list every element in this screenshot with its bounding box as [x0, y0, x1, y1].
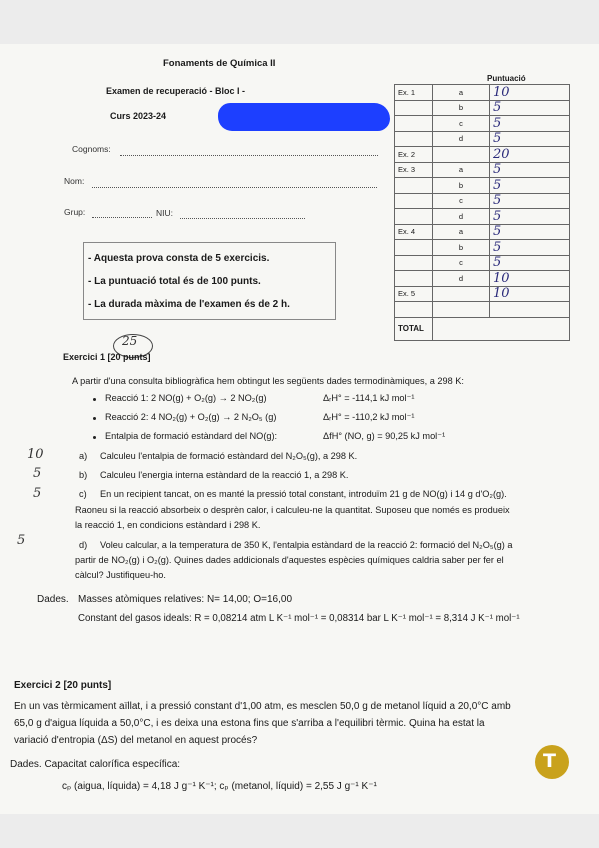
logo-letter: T — [543, 750, 556, 772]
score-cell-ex — [395, 302, 433, 318]
score-cell-sub — [433, 286, 490, 302]
score-row — [395, 147, 570, 163]
total-value[interactable] — [433, 317, 570, 340]
no-formation-label: Entalpia de formació estàndard del NO(g): — [105, 431, 278, 441]
score-cell-sub: b — [433, 100, 490, 116]
score-cell-pts[interactable]: 5 — [490, 100, 570, 116]
score-cell-sub: a — [433, 224, 490, 240]
score-cell-pts[interactable]: 5 — [490, 255, 570, 271]
score-cell-sub: d — [433, 271, 490, 287]
score-cell-sub: a — [433, 85, 490, 101]
surname-label: Cognoms: — [72, 144, 111, 154]
score-row — [395, 100, 570, 116]
score-cell-pts[interactable]: 5 — [490, 162, 570, 178]
q1d-line3: càlcul? Justifiqueu-ho. — [75, 570, 166, 580]
score-cell-ex — [395, 255, 433, 271]
gas-constant: Constant del gasos ideals: R = 0,08214 atm L K⁻¹ mol⁻¹ = 0,08314 bar L K⁻¹ mol⁻¹ = 8,314 J K⁻¹ mol⁻¹ — [78, 613, 520, 624]
score-row — [395, 131, 570, 147]
score-cell-sub — [433, 302, 490, 318]
exam-title: Examen de recuperació - Bloc I - — [106, 86, 246, 96]
score-cell-pts[interactable]: 5 — [490, 240, 570, 256]
ex2-line2: 65,0 g d'aigua líquida a 50,0°C, i es deixa una estona fins que s'arriba a l'equilibri tèrmic. Quina ha estat la — [14, 718, 485, 729]
score-row — [395, 271, 570, 287]
group-label: Grup: — [64, 207, 86, 217]
mark-d: 5 — [17, 533, 26, 548]
score-cell-sub: d — [433, 131, 490, 147]
score-cell-ex — [395, 209, 433, 225]
niu-label: NIU: — [156, 208, 173, 218]
app-logo-icon[interactable] — [535, 745, 569, 779]
info-line-1: - Aquesta prova consta de 5 exercicis. — [88, 253, 270, 264]
q1d-line2: partir de NO₂(g) i O₂(g). Quines dades addicionals d'aquestes espècies químiques caldria saber per fer el — [75, 555, 504, 565]
mark-a: 10 — [27, 447, 44, 462]
info-line-2: - La puntuació total és de 100 punts. — [88, 276, 261, 287]
exercise1-intro: A partir d'una consulta bibliogràfica hem obtingut les següents dades termodinàmiques, a 298 K: — [72, 376, 464, 386]
q1a-letter: a) — [79, 451, 88, 461]
name-label: Nom: — [64, 176, 85, 186]
info-line-3: - La durada màxima de l'examen és de 2 h. — [88, 299, 290, 310]
no-formation-enthalpy: ΔfH° (NO, g) = 90,25 kJ mol⁻¹ — [323, 431, 446, 441]
bullet-icon — [93, 398, 96, 401]
score-cell-ex — [395, 131, 433, 147]
circled-score-value: 25 — [122, 334, 138, 348]
total-label: TOTAL — [395, 317, 433, 340]
reaction1-enthalpy: ΔᵣH° = -114,1 kJ mol⁻¹ — [323, 393, 415, 403]
score-cell-ex — [395, 178, 433, 194]
niu-field[interactable] — [180, 218, 305, 219]
score-row — [395, 116, 570, 132]
q1c-line2: Raoneu si la reacció absorbeix o desprèn calor, i calculeu-ne la quantitat. Suposeu que només es produeix — [75, 505, 510, 515]
score-cell-pts[interactable]: 20 — [490, 147, 570, 163]
exercise1-title: Exercici 1 [20 punts] — [63, 352, 151, 362]
ex2-data-label: Dades. Capacitat calorífica específica: — [10, 759, 181, 770]
redacted-name-mark — [218, 103, 390, 131]
q1d-letter: d) — [79, 540, 88, 550]
bullet-icon — [93, 417, 96, 420]
score-cell-sub: b — [433, 240, 490, 256]
course-title: Fonaments de Química II — [163, 58, 276, 69]
score-row — [395, 162, 570, 178]
score-cell-sub: c — [433, 255, 490, 271]
score-cell-pts[interactable]: 5 — [490, 209, 570, 225]
q1a: Calculeu l'entalpia de formació estàndard del N₂O₅(g), a 298 K. — [100, 451, 358, 461]
score-row — [395, 302, 570, 318]
score-cell-pts[interactable]: 5 — [490, 193, 570, 209]
score-row — [395, 209, 570, 225]
q1c-line3: la reacció 1, en condicions estàndard i 298 K. — [75, 520, 261, 530]
score-cell-pts[interactable]: 10 — [490, 271, 570, 287]
exam-info-box — [83, 242, 336, 320]
mark-c: 5 — [33, 486, 42, 501]
score-cell-pts[interactable]: 5 — [490, 178, 570, 194]
score-cell-pts[interactable]: 5 — [490, 224, 570, 240]
score-row — [395, 224, 570, 240]
score-row — [395, 255, 570, 271]
ex2-line1: En un vas tèrmicament aïllat, i a pressió constant d'1,00 atm, es mesclen 50,0 g de metanol líquid a 20,0°C amb — [14, 701, 511, 712]
score-row — [395, 193, 570, 209]
score-cell-ex — [395, 193, 433, 209]
score-cell-pts[interactable] — [490, 302, 570, 318]
score-cell-pts[interactable]: 5 — [490, 131, 570, 147]
score-cell-sub: b — [433, 178, 490, 194]
exercise2-title: Exercici 2 [20 punts] — [14, 680, 112, 691]
score-cell-sub: c — [433, 116, 490, 132]
bullet-icon — [93, 436, 96, 439]
score-row — [395, 240, 570, 256]
ex1-data-label: Dades. — [37, 594, 69, 605]
score-cell-ex — [395, 240, 433, 256]
score-cell-sub: a — [433, 162, 490, 178]
score-total-row — [395, 317, 570, 340]
surname-field[interactable] — [120, 155, 378, 156]
atomic-masses: Masses atòmiques relatives: N= 14,00; O=16,00 — [78, 594, 293, 605]
score-cell-ex — [395, 116, 433, 132]
reaction2-enthalpy: ΔᵣH° = -110,2 kJ mol⁻¹ — [323, 412, 415, 422]
reaction2: Reacció 2: 4 NO₂(g) + O₂(g) → 2 N₂O₅ (g) — [105, 412, 277, 422]
score-cell-ex: Ex. 2 — [395, 147, 433, 163]
reaction1: Reacció 1: 2 NO(g) + O₂(g) → 2 NO₂(g) — [105, 393, 267, 403]
score-cell-ex: Ex. 1 — [395, 85, 433, 101]
score-cell-sub: d — [433, 209, 490, 225]
ex2-line3: variació d'entropia (ΔS) del metanol en aquest procés? — [14, 735, 258, 746]
mark-b: 5 — [33, 466, 42, 481]
heat-capacities: cₚ (aigua, líquida) = 4,18 J g⁻¹ K⁻¹; cₚ (metanol, líquid) = 2,55 J g⁻¹ K⁻¹ — [62, 781, 377, 792]
q1b: Calculeu l'energia interna estàndard de la reacció 1, a 298 K. — [100, 470, 349, 480]
q1d-line1: Voleu calcular, a la temperatura de 350 K, l'entalpia estàndard de la reacció 2: formació del N₂O₅(g) a — [100, 540, 513, 550]
score-cell-ex: Ex. 5 — [395, 286, 433, 302]
score-table — [394, 84, 570, 341]
score-cell-ex: Ex. 4 — [395, 224, 433, 240]
q1c-letter: c) — [79, 489, 87, 499]
name-field[interactable] — [92, 187, 377, 188]
score-cell-sub: c — [433, 193, 490, 209]
score-cell-ex — [395, 100, 433, 116]
course-year: Curs 2023-24 — [110, 111, 167, 121]
score-row — [395, 178, 570, 194]
score-cell-sub — [433, 147, 490, 163]
score-row — [395, 85, 570, 101]
score-table-title: Puntuació — [487, 74, 526, 83]
score-cell-pts[interactable]: 10 — [490, 286, 570, 302]
score-row — [395, 286, 570, 302]
score-cell-pts[interactable]: 10 — [490, 85, 570, 101]
score-cell-ex — [395, 271, 433, 287]
q1b-letter: b) — [79, 470, 88, 480]
score-cell-pts[interactable]: 5 — [490, 116, 570, 132]
score-cell-ex: Ex. 3 — [395, 162, 433, 178]
group-field[interactable] — [92, 217, 152, 218]
q1c-line1: En un recipient tancat, on es manté la pressió total constant, introduïm 21 g de NO(g) i 14 g d'O₂(g). — [100, 489, 507, 499]
